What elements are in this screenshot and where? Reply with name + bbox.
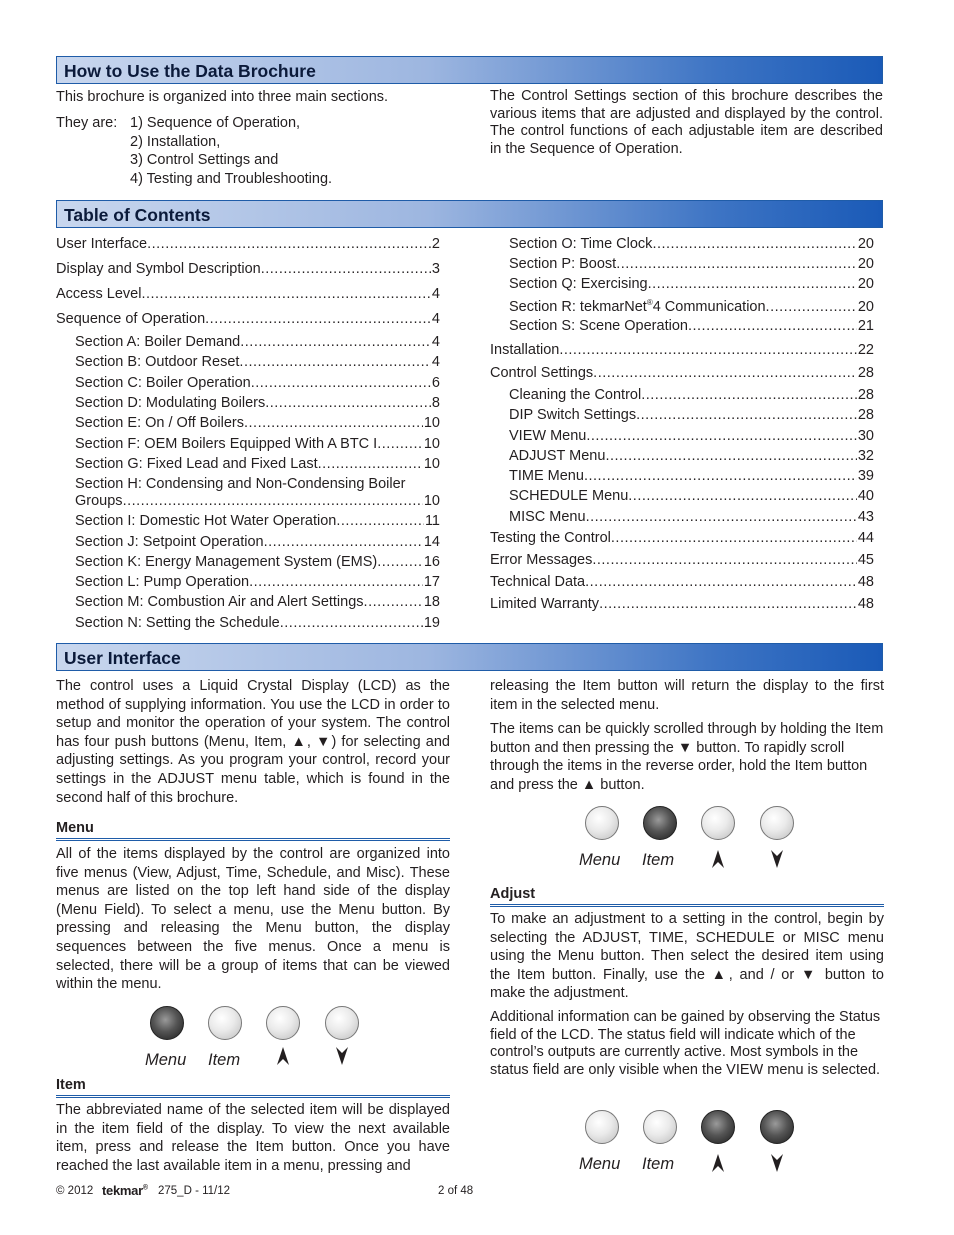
up-arrow-icon — [276, 1046, 290, 1066]
toc-entry[interactable] — [509, 236, 874, 252]
toc-entry[interactable] — [490, 530, 874, 546]
toc-entry-label: SCHEDULE Menu — [509, 488, 629, 504]
item-button-label: Item — [642, 851, 675, 869]
toc-leader — [265, 395, 431, 411]
section-title: How to Use the Data Brochure — [64, 61, 316, 81]
toc-leader — [249, 574, 423, 590]
toc-entry[interactable] — [509, 428, 874, 444]
section-title: User Interface — [64, 648, 181, 668]
item-text: The abbreviated name of the selected item will be displayed in the item field of the display. To view the next available item, press and release the Item button. Once you have reached the last available item in a menu, pressing and — [56, 1102, 450, 1174]
toc-page-number: 44 — [857, 530, 874, 546]
toc-entry-label: Testing the Control — [490, 530, 611, 546]
menu-button-icon — [585, 1110, 619, 1144]
toc-page-number: 17 — [423, 574, 440, 590]
toc-page-number: 4 — [431, 286, 440, 302]
toc-entry-label: Section K: Energy Management System (EMS) — [75, 554, 378, 570]
how-to-item: 4) Testing and Troubleshooting. — [130, 171, 333, 187]
toc-entry[interactable] — [75, 513, 440, 529]
toc-page-number: 16 — [423, 554, 440, 570]
toc-entry[interactable] — [75, 395, 440, 411]
toc-entry[interactable] — [56, 286, 440, 302]
toc-leader — [239, 354, 431, 370]
toc-page-number: 10 — [423, 493, 440, 509]
toc-entry[interactable] — [490, 342, 874, 358]
toc-entry[interactable] — [509, 256, 874, 272]
down-button-icon — [760, 806, 794, 840]
footer-brand-logo — [102, 1183, 148, 1198]
toc-page-number: 28 — [857, 407, 874, 423]
toc-leader — [641, 387, 857, 403]
toc-leader — [648, 276, 857, 292]
toc-entry[interactable] — [75, 456, 440, 472]
toc-page-number: 20 — [857, 276, 874, 292]
toc-page-number: 4 — [431, 334, 440, 350]
toc-entry-label: Section S: Scene Operation — [509, 318, 688, 334]
toc-leader — [636, 407, 857, 423]
item-button-pressed-icon — [643, 806, 677, 840]
toc-leader — [593, 365, 857, 381]
adjust-heading: Adjust — [490, 886, 536, 902]
toc-entry-label: Sequence of Operation — [56, 311, 206, 327]
toc-page-number: 4 — [431, 354, 440, 370]
toc-page-number: 4 — [431, 311, 440, 327]
toc-entry[interactable] — [75, 534, 440, 550]
toc-page-number: 6 — [431, 375, 440, 391]
toc-page-number: 14 — [423, 534, 440, 550]
toc-entry-label: MISC Menu — [509, 509, 586, 525]
toc-page-number: 2 — [431, 236, 440, 252]
ui-right-p1: releasing the Item button will return the display to the first item in the selected menu. — [490, 678, 884, 713]
toc-entry[interactable] — [509, 448, 874, 464]
toc-entry-label: Section D: Modulating Boilers — [75, 395, 266, 411]
toc-page-number: 18 — [423, 594, 440, 610]
item-button-icon — [208, 1006, 242, 1040]
menu-button-label: Menu — [579, 851, 621, 869]
toc-page-number: 20 — [857, 236, 874, 252]
down-arrow-icon — [770, 849, 784, 869]
section-title: Table of Contents — [64, 205, 211, 225]
toc-entry-label: TIME Menu — [509, 468, 584, 484]
toc-entry-label: ADJUST Menu — [509, 448, 606, 464]
toc-entry[interactable] — [509, 407, 874, 423]
toc-leader — [584, 468, 857, 484]
section-banner-user-interface — [56, 643, 883, 671]
menu-button-pressed-icon — [150, 1006, 184, 1040]
toc-entry[interactable] — [75, 375, 440, 391]
toc-entry-label: Section N: Setting the Schedule — [75, 615, 280, 631]
toc-entry[interactable] — [509, 488, 874, 504]
toc-entry[interactable] — [56, 261, 440, 277]
toc-entry-label: Access Level — [56, 286, 142, 302]
toc-page-number: 21 — [857, 318, 874, 334]
toc-entry[interactable] — [75, 554, 440, 570]
toc-page-number: 28 — [857, 365, 874, 381]
toc-entry-label: Display and Symbol Description — [56, 261, 261, 277]
brand-mark: ® — [142, 1184, 148, 1192]
toc-leader — [586, 428, 857, 444]
toc-entry[interactable] — [509, 509, 874, 525]
toc-leader — [141, 286, 430, 302]
down-button-icon — [325, 1006, 359, 1040]
toc-entry-label: Section B: Outdoor Reset — [75, 354, 240, 370]
toc-entry[interactable] — [75, 615, 440, 631]
item-heading: Item — [56, 1077, 86, 1093]
toc-entry-label: Section P: Boost — [509, 256, 617, 272]
toc-leader — [377, 554, 423, 570]
toc-leader — [616, 256, 857, 272]
toc-entry-label: Control Settings — [490, 365, 594, 381]
toc-entry-label: VIEW Menu — [509, 428, 587, 444]
how-to-item: 1) Sequence of Operation, — [130, 115, 301, 131]
menu-heading: Menu — [56, 820, 94, 836]
toc-page-number: 19 — [423, 615, 440, 631]
up-button-icon — [266, 1006, 300, 1040]
toc-entry-label: Section C: Boiler Operation — [75, 375, 251, 391]
toc-page-number: 43 — [857, 509, 874, 525]
footer-doc-number: 275_D - 11/12 — [158, 1185, 231, 1197]
how-to-right-text: The Control Settings section of this brochure describes the various items that are adjusted and displayed by the control. The control functions of each adjustable item are described in the Sequence of Operation. — [490, 88, 883, 157]
toc-page-number: 48 — [857, 596, 874, 612]
toc-page-number: 10 — [423, 456, 440, 472]
toc-leader — [628, 488, 857, 504]
toc-leader — [605, 448, 856, 464]
toc-entry-label: Section O: Time Clock — [509, 236, 653, 252]
toc-entry[interactable] — [509, 276, 874, 292]
divider — [490, 904, 884, 907]
toc-leader — [280, 615, 423, 631]
toc-leader — [586, 509, 857, 525]
toc-entry-label: Cleaning the Control — [509, 387, 642, 403]
toc-leader — [336, 513, 424, 529]
toc-page-number: 30 — [857, 428, 874, 444]
additional-text: Additional information can be gained by observing the Status field of the LCD. The status field will indicate which of the control’s outputs are currently active. Most symbols in the status field are only visible when the VIEW menu is selected. — [490, 1009, 881, 1078]
toc-page-number: 28 — [857, 387, 874, 403]
toc-page-number: 10 — [423, 436, 440, 452]
toc-entry-label: Section J: Setpoint Operation — [75, 534, 264, 550]
toc-entry[interactable] — [75, 493, 440, 509]
toc-entry-label: Section F: OEM Boilers Equipped With A BTC I — [75, 436, 378, 452]
down-button-pressed-icon — [760, 1110, 794, 1144]
toc-page-number: 3 — [431, 261, 440, 277]
toc-entry-label: Section E: On / Off Boilers — [75, 415, 244, 431]
how-to-item: 2) Installation, — [130, 134, 221, 150]
toc-leader — [611, 530, 857, 546]
how-to-they-are: They are: — [56, 115, 118, 131]
toc-entry[interactable] — [75, 436, 440, 452]
toc-entry[interactable] — [509, 298, 874, 315]
divider — [56, 1095, 450, 1098]
toc-leader — [585, 574, 857, 590]
how-to-intro: This brochure is organized into three main sections. — [56, 89, 389, 105]
toc-entry[interactable] — [75, 594, 440, 610]
toc-leader — [147, 236, 431, 252]
toc-leader — [261, 261, 431, 277]
toc-entry-label: Section Q: Exercising — [509, 276, 648, 292]
toc-entry[interactable] — [490, 574, 874, 590]
toc-leader — [244, 415, 423, 431]
toc-leader — [240, 334, 431, 350]
toc-entry-label — [509, 298, 766, 315]
toc-entry-label-part: 4 Communication — [652, 298, 766, 315]
toc-page-number: 20 — [857, 298, 874, 315]
toc-leader — [377, 436, 423, 452]
toc-entry[interactable] — [509, 318, 874, 334]
toc-leader — [559, 342, 857, 358]
toc-entry[interactable] — [75, 415, 440, 431]
toc-page-number: 8 — [431, 395, 440, 411]
toc-page-number: 32 — [857, 448, 874, 464]
up-arrow-icon — [711, 849, 725, 869]
toc-leader — [599, 596, 857, 612]
toc-entry[interactable] — [490, 552, 874, 568]
toc-entry-label: Limited Warranty — [490, 596, 600, 612]
item-button-icon — [643, 1110, 677, 1144]
toc-leader — [318, 456, 423, 472]
item-button-label: Item — [208, 1051, 241, 1069]
menu-button-label: Menu — [145, 1051, 187, 1069]
ui-right-p2: The items can be quickly scrolled through by holding the Item button and then pressing the ▼ button. To rapidly scroll through the items in the reverse order, hold the Item button and press the ▲ button. — [490, 721, 884, 793]
toc-entry[interactable] — [490, 596, 874, 612]
registered-mark: ® — [646, 298, 653, 307]
toc-entry[interactable] — [56, 311, 440, 327]
toc-page-number: 10 — [423, 415, 440, 431]
toc-leader — [205, 311, 431, 327]
toc-entry[interactable] — [75, 574, 440, 590]
toc-entry-label: Section A: Boiler Demand — [75, 334, 241, 350]
toc-entry-label: Section G: Fixed Lead and Fixed Last — [75, 456, 318, 472]
toc-leader — [123, 493, 423, 509]
toc-entry[interactable] — [509, 468, 874, 484]
toc-leader — [592, 552, 857, 568]
toc-entry-label: Section I: Domestic Hot Water Operation — [75, 513, 337, 529]
how-to-item: 3) Control Settings and — [130, 152, 279, 168]
toc-entry-label: Section L: Pump Operation — [75, 574, 250, 590]
down-arrow-icon — [770, 1153, 784, 1173]
footer-page-number: 2 of 48 — [438, 1185, 474, 1197]
toc-entry-label-part: Section R: tekmarNet — [509, 298, 647, 315]
toc-page-number: 45 — [857, 552, 874, 568]
menu-button-label: Menu — [579, 1155, 621, 1173]
toc-entry-label: Error Messages — [490, 552, 593, 568]
toc-entry-label: DIP Switch Settings — [509, 407, 637, 423]
ui-intro: The control uses a Liquid Crystal Display (LCD) as the method of supplying information. You use the LCD in order to setup and monitor the operation of your system. The control has four push buttons (Menu, Item, ▲, ▼) for selecting and adjusting settings. As you program your control, record your settings in the ADJUST menu table, which is found in the second half of this brochure. — [56, 678, 450, 806]
toc-entry[interactable] — [75, 334, 440, 350]
section-banner-toc — [56, 200, 883, 228]
menu-button-icon — [585, 806, 619, 840]
menu-text: All of the items displayed by the control are organized into five menus (View, Adjust, Time, Schedule, and Misc). These menus are listed on the top left hand side of the display (Menu Field). To select a menu, use the Menu button. By pressing and releasing the Menu button, the display sequences between the five menus. Once a menu is selected, there will be a group of items that can be viewed within the menu. — [56, 846, 450, 993]
toc-entry[interactable] — [56, 236, 440, 252]
toc-leader — [364, 594, 423, 610]
toc-entry-label: Section H: Condensing and Non-Condensing Boiler — [75, 476, 406, 492]
adjust-text: To make an adjustment to a setting in the control, begin by selecting the ADJUST, TIME, SCHEDULE or MISC menu using the Menu button. Then select the desired item using the Item button. Finally, use the ▲, and / or ▼ button to make the adjustment. — [490, 911, 884, 1002]
toc-leader — [264, 534, 423, 550]
down-arrow-icon — [335, 1046, 349, 1066]
toc-leader — [652, 236, 856, 252]
toc-page-number: 48 — [857, 574, 874, 590]
toc-page-number: 11 — [424, 513, 440, 529]
toc-leader — [766, 299, 857, 315]
toc-page-number: 39 — [857, 468, 874, 484]
toc-page-number: 40 — [857, 488, 874, 504]
toc-page-number: 20 — [857, 256, 874, 272]
footer-copyright: © 2012 — [56, 1185, 94, 1197]
toc-entry[interactable] — [490, 365, 874, 381]
toc-entry-label: Installation — [490, 342, 560, 358]
section-banner-how-to — [56, 56, 883, 84]
toc-entry-label: User Interface — [56, 236, 148, 252]
toc-entry-label: Technical Data — [490, 574, 586, 590]
toc-leader — [251, 375, 431, 391]
toc-entry-label: Groups — [75, 493, 123, 509]
up-button-pressed-icon — [701, 1110, 735, 1144]
toc-entry-label: Section M: Combustion Air and Alert Settings — [75, 594, 364, 610]
toc-entry[interactable] — [75, 354, 440, 370]
toc-page-number: 22 — [857, 342, 874, 358]
up-button-icon — [701, 806, 735, 840]
divider — [56, 838, 450, 841]
brand-name: tekmar — [102, 1183, 143, 1198]
toc-entry[interactable] — [509, 387, 874, 403]
item-button-label: Item — [642, 1155, 675, 1173]
up-arrow-icon — [711, 1153, 725, 1173]
toc-leader — [688, 318, 857, 334]
